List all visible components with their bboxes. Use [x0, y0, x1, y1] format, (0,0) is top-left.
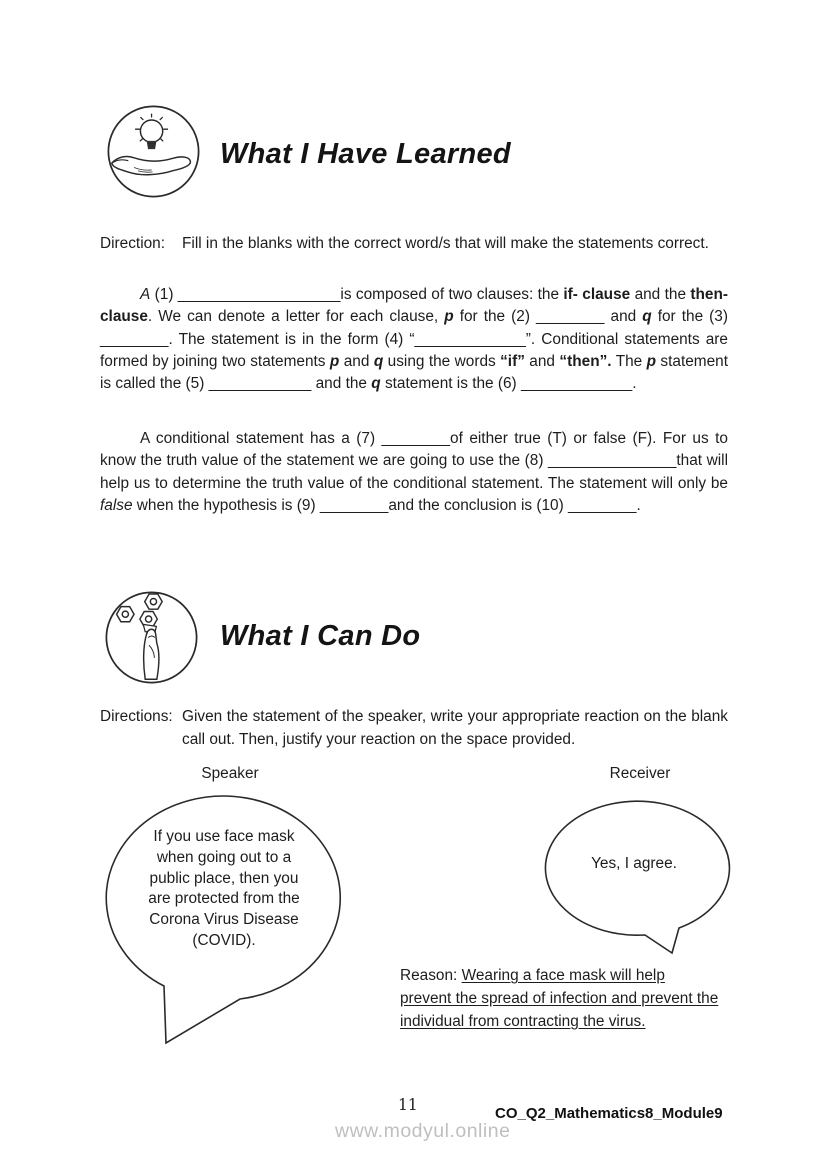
section-heading-what-i-can-do: What I Can Do: [220, 620, 421, 652]
fill-in-blanks-paragraph-1: A (1) ___________________is composed of two clauses: the if- clause and the then- clause. We can denote a letter for each clause, p for the (2) ________ and q for the (3) ________. The statement is in the form (4) “_____________”. Conditional statements are formed by joining two statements p and q using the words “if” and “then”. The p statement is called the (5) ____________ and the q statement is the (6) _____________.: [100, 286, 729, 393]
directions-instructions: [100, 705, 728, 751]
direction-text: Fill in the blanks with the correct word/s that will make the statements correct.: [182, 235, 709, 252]
receiver-label: Receiver: [609, 765, 671, 782]
receiver-speech-bubble: [535, 795, 740, 965]
hand-holding-lightbulb-graphic: [105, 103, 202, 200]
reason-text: Reason: Wearing a face mask will help prevent the spread of infection and prevent the individual from contracting the virus.: [400, 967, 719, 1030]
direction-instructions: [100, 232, 728, 255]
section-heading-what-i-have-learned: What I Have Learned: [220, 138, 511, 170]
hand-holding-lightbulb-icon: [105, 103, 202, 200]
module-code: CO_Q2_Mathematics8_Module9: [495, 1105, 723, 1122]
hand-with-nuts-graphic: [103, 589, 200, 686]
page-number: 11: [398, 1096, 418, 1114]
watermark-text: www.modyul.online: [335, 1120, 511, 1142]
speaker-bubble-text: If you use face mask when going out to a public place, then you are protected from the Corona Virus Disease (COVID).: [148, 828, 300, 949]
hand-with-nuts-icon: [103, 589, 200, 686]
fill-in-blanks-paragraph-2: A conditional statement has a (7) ________of either true (T) or false (F). For us to know the truth value of the statement we are going to use the (8) _______________that will help us to determine the truth value of the conditional statement. The statement will only be false when the hypothesis is (9) ________and the conclusion is (10) ________.: [100, 430, 728, 514]
receiver-bubble-outline: [535, 795, 740, 965]
directions-text: Given the statement of the speaker, write your appropriate reaction on the blank call out. Then, justify your reaction on the space provided.: [182, 708, 728, 748]
receiver-bubble-text: Yes, I agree.: [591, 855, 677, 872]
directions-label: Directions:: [100, 708, 173, 725]
speaker-label: Speaker: [201, 765, 259, 782]
direction-label: Direction:: [100, 235, 166, 252]
